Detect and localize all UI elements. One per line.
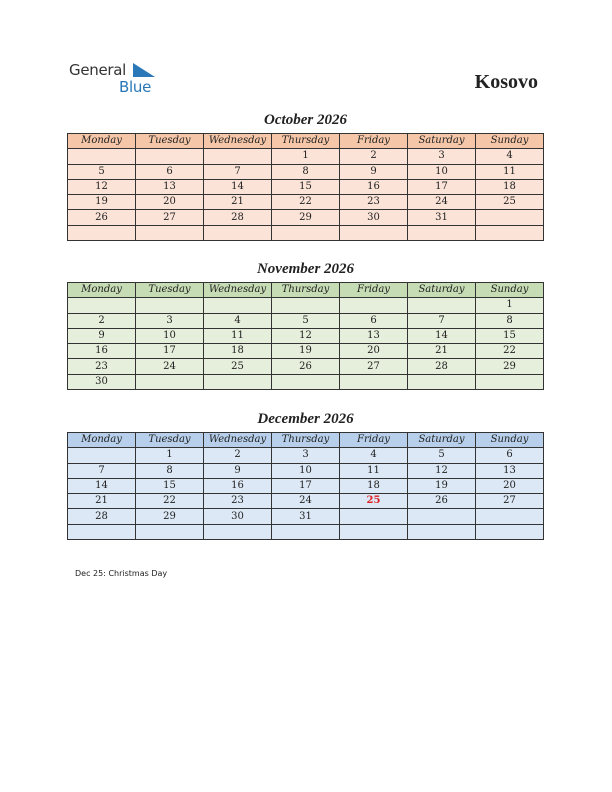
day-cell: 30: [204, 509, 272, 524]
week-row: [68, 448, 544, 463]
day-cell: 21: [204, 195, 272, 210]
day-cell: 23: [340, 195, 408, 210]
empty-day-cell: [408, 374, 476, 389]
day-cell: 17: [408, 179, 476, 194]
day-cell: 3: [272, 448, 340, 463]
day-cell: 19: [272, 344, 340, 359]
day-cell: 22: [476, 344, 544, 359]
weekday-header: Thursday: [272, 433, 340, 448]
weekday-header: Friday: [340, 134, 408, 149]
day-cell: 4: [340, 448, 408, 463]
day-cell: 11: [204, 328, 272, 343]
empty-day-cell: [408, 509, 476, 524]
empty-day-cell: [68, 298, 136, 313]
empty-day-cell: [204, 374, 272, 389]
day-cell: 24: [272, 494, 340, 509]
day-cell: 2: [68, 313, 136, 328]
day-cell: 9: [340, 164, 408, 179]
empty-day-cell: [136, 149, 204, 164]
day-cell: 2: [340, 149, 408, 164]
empty-day-cell: [272, 298, 340, 313]
empty-day-cell: [476, 509, 544, 524]
weekday-header: Tuesday: [136, 134, 204, 149]
weekday-header: Friday: [340, 433, 408, 448]
day-cell: 26: [408, 494, 476, 509]
day-cell: 16: [340, 179, 408, 194]
weekday-header: Friday: [340, 283, 408, 298]
day-cell: 1: [272, 149, 340, 164]
weekday-header: Wednesday: [204, 433, 272, 448]
day-cell: 15: [272, 179, 340, 194]
empty-day-cell: [136, 524, 204, 539]
empty-day-cell: [340, 509, 408, 524]
calendar-november: [67, 282, 544, 390]
day-cell: 28: [408, 359, 476, 374]
empty-day-cell: [340, 298, 408, 313]
logo-text-blue: Blue: [119, 78, 151, 96]
empty-day-cell: [476, 210, 544, 225]
day-cell: 24: [136, 359, 204, 374]
day-cell: 7: [204, 164, 272, 179]
day-cell: 12: [68, 179, 136, 194]
week-row: [68, 149, 544, 164]
day-cell: 1: [476, 298, 544, 313]
day-cell: 21: [408, 344, 476, 359]
week-row: [68, 313, 544, 328]
day-cell: 16: [68, 344, 136, 359]
day-cell: 14: [68, 478, 136, 493]
day-cell: 8: [272, 164, 340, 179]
empty-day-cell: [68, 149, 136, 164]
day-cell: 11: [340, 463, 408, 478]
week-row: [68, 298, 544, 313]
day-cell: 18: [476, 179, 544, 194]
empty-day-cell: [272, 225, 340, 240]
day-cell: 27: [136, 210, 204, 225]
week-row: [68, 179, 544, 194]
day-cell: 6: [136, 164, 204, 179]
empty-day-cell: [340, 225, 408, 240]
day-cell: 18: [340, 478, 408, 493]
week-row: [68, 509, 544, 524]
empty-day-cell: [476, 374, 544, 389]
empty-day-cell: [272, 374, 340, 389]
weekday-header: Thursday: [272, 283, 340, 298]
empty-day-cell: [204, 298, 272, 313]
empty-day-cell: [136, 374, 204, 389]
holiday-day-cell: 25: [340, 494, 408, 509]
month-title-november: November 2026: [256, 261, 355, 277]
day-cell: 25: [476, 195, 544, 210]
generalblue-logo: [69, 61, 159, 97]
day-cell: 17: [272, 478, 340, 493]
day-cell: 19: [408, 478, 476, 493]
weekday-header: Saturday: [408, 134, 476, 149]
day-cell: 18: [204, 344, 272, 359]
day-cell: 29: [136, 509, 204, 524]
day-cell: 6: [476, 448, 544, 463]
weekday-header-row: [68, 134, 544, 149]
day-cell: 12: [272, 328, 340, 343]
empty-day-cell: [408, 524, 476, 539]
month-title-december: December 2026: [257, 411, 354, 427]
weekday-header: Sunday: [476, 433, 544, 448]
weekday-header: Sunday: [476, 283, 544, 298]
day-cell: 12: [408, 463, 476, 478]
day-cell: 26: [272, 359, 340, 374]
day-cell: 13: [476, 463, 544, 478]
day-cell: 24: [408, 195, 476, 210]
day-cell: 4: [476, 149, 544, 164]
day-cell: 20: [136, 195, 204, 210]
day-cell: 19: [68, 195, 136, 210]
day-cell: 26: [68, 210, 136, 225]
day-cell: 16: [204, 478, 272, 493]
weekday-header: Saturday: [408, 283, 476, 298]
weekday-header: Monday: [68, 433, 136, 448]
weekday-header: Thursday: [272, 134, 340, 149]
day-cell: 15: [476, 328, 544, 343]
weekday-header: Tuesday: [136, 433, 204, 448]
weekday-header: Sunday: [476, 134, 544, 149]
empty-day-cell: [204, 149, 272, 164]
empty-day-cell: [340, 524, 408, 539]
weekday-header: Wednesday: [204, 134, 272, 149]
empty-day-cell: [136, 298, 204, 313]
weekday-header: Saturday: [408, 433, 476, 448]
day-cell: 9: [68, 328, 136, 343]
empty-day-cell: [408, 225, 476, 240]
week-row: [68, 225, 544, 240]
weekday-header-row: [68, 433, 544, 448]
day-cell: 3: [408, 149, 476, 164]
day-cell: 27: [340, 359, 408, 374]
day-cell: 5: [68, 164, 136, 179]
day-cell: 10: [408, 164, 476, 179]
weekday-header: Monday: [68, 283, 136, 298]
day-cell: 30: [340, 210, 408, 225]
weekday-header-row: [68, 283, 544, 298]
day-cell: 31: [272, 509, 340, 524]
day-cell: 8: [476, 313, 544, 328]
empty-day-cell: [204, 524, 272, 539]
day-cell: 7: [408, 313, 476, 328]
day-cell: 4: [204, 313, 272, 328]
day-cell: 14: [408, 328, 476, 343]
empty-day-cell: [272, 524, 340, 539]
empty-day-cell: [340, 374, 408, 389]
day-cell: 14: [204, 179, 272, 194]
empty-day-cell: [68, 448, 136, 463]
logo-triangle-icon: [133, 63, 155, 77]
day-cell: 13: [136, 179, 204, 194]
day-cell: 17: [136, 344, 204, 359]
day-cell: 5: [408, 448, 476, 463]
logo-text-general: General: [69, 61, 127, 79]
day-cell: 22: [272, 195, 340, 210]
week-row: [68, 494, 544, 509]
day-cell: 23: [204, 494, 272, 509]
day-cell: 15: [136, 478, 204, 493]
day-cell: 25: [204, 359, 272, 374]
day-cell: 11: [476, 164, 544, 179]
week-row: [68, 210, 544, 225]
weekday-header: Tuesday: [136, 283, 204, 298]
empty-day-cell: [476, 225, 544, 240]
day-cell: 23: [68, 359, 136, 374]
day-cell: 28: [68, 509, 136, 524]
day-cell: 1: [136, 448, 204, 463]
day-cell: 22: [136, 494, 204, 509]
empty-day-cell: [68, 524, 136, 539]
week-row: [68, 195, 544, 210]
week-row: [68, 463, 544, 478]
day-cell: 3: [136, 313, 204, 328]
month-title-october: October 2026: [264, 112, 347, 128]
day-cell: 30: [68, 374, 136, 389]
country-title: Kosovo: [474, 71, 538, 93]
day-cell: 29: [476, 359, 544, 374]
empty-day-cell: [408, 298, 476, 313]
calendar-december: [67, 432, 544, 540]
week-row: [68, 524, 544, 539]
day-cell: 21: [68, 494, 136, 509]
week-row: [68, 344, 544, 359]
week-row: [68, 328, 544, 343]
empty-day-cell: [136, 225, 204, 240]
week-row: [68, 374, 544, 389]
calendar-october: [67, 133, 544, 241]
weekday-header: Wednesday: [204, 283, 272, 298]
day-cell: 5: [272, 313, 340, 328]
day-cell: 31: [408, 210, 476, 225]
week-row: [68, 359, 544, 374]
week-row: [68, 478, 544, 493]
day-cell: 2: [204, 448, 272, 463]
empty-day-cell: [204, 225, 272, 240]
holiday-note: Dec 25: Christmas Day: [75, 569, 168, 578]
empty-day-cell: [68, 225, 136, 240]
empty-day-cell: [476, 524, 544, 539]
day-cell: 10: [272, 463, 340, 478]
day-cell: 13: [340, 328, 408, 343]
day-cell: 20: [476, 478, 544, 493]
week-row: [68, 164, 544, 179]
day-cell: 7: [68, 463, 136, 478]
day-cell: 9: [204, 463, 272, 478]
weekday-header: Monday: [68, 134, 136, 149]
day-cell: 6: [340, 313, 408, 328]
day-cell: 28: [204, 210, 272, 225]
day-cell: 20: [340, 344, 408, 359]
day-cell: 29: [272, 210, 340, 225]
day-cell: 27: [476, 494, 544, 509]
day-cell: 10: [136, 328, 204, 343]
day-cell: 8: [136, 463, 204, 478]
